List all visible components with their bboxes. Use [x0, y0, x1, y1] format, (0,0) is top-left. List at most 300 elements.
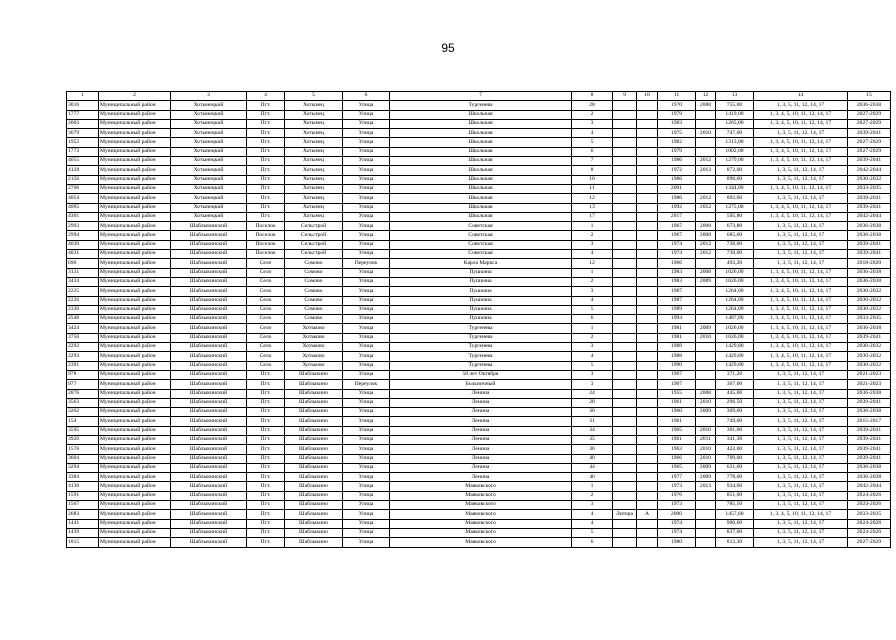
cell-col-5: Хотынец: [285, 110, 343, 119]
cell-col-11: 1986: [658, 157, 696, 166]
cell-col-5: Шаблыкино: [285, 519, 343, 528]
table-row: [67, 324, 891, 333]
table-row: [67, 370, 891, 379]
cell-col-10: [637, 287, 658, 296]
cell-col-15: 2039-2041: [848, 240, 891, 249]
cell-col-8: 6: [572, 538, 613, 547]
cell-col-7: Школьная: [390, 194, 572, 203]
registry-table: [66, 91, 891, 548]
cell-col-6: Улица: [343, 157, 390, 166]
cell-col-3: Шаблыкинский: [171, 463, 247, 472]
cell-col-4: Пгт.: [247, 212, 285, 221]
cell-col-11: 1981: [658, 324, 696, 333]
cell-col-11: 1967: [658, 222, 696, 231]
cell-col-6: Улица: [343, 203, 390, 212]
cell-col-2: Муниципальный район: [99, 287, 171, 296]
cell-col-6: Улица: [343, 129, 390, 138]
cell-col-14: 1, 3, 4, 5, 10, 11, 12, 14, 17: [754, 138, 848, 147]
cell-col-14: 1, 3, 5, 11, 12, 14, 17: [754, 528, 848, 537]
cell-col-3: Шаблыкинский: [171, 501, 247, 510]
cell-col-4: Село: [247, 287, 285, 296]
cell-col-7: Ленина: [390, 417, 572, 426]
cell-col-15: 2027-2029: [848, 138, 891, 147]
cell-col-7: Ленина: [390, 454, 572, 463]
cell-col-9: [613, 491, 637, 500]
cell-col-15: 2039-2041: [848, 250, 891, 259]
cell-col-1: 977: [67, 380, 99, 389]
cell-col-8: 3: [572, 370, 613, 379]
cell-col-3: Хотынецкий: [171, 119, 247, 128]
cell-col-6: Улица: [343, 426, 390, 435]
cell-col-13: 595,80: [716, 212, 754, 221]
cell-col-13: 934,00: [716, 482, 754, 491]
cell-col-4: Поселок: [247, 250, 285, 259]
cell-col-10: [637, 203, 658, 212]
cell-col-13: 1026,00: [716, 324, 754, 333]
cell-col-11: 1961: [658, 417, 696, 426]
cell-col-9: [613, 212, 637, 221]
cell-col-6: Улица: [343, 138, 390, 147]
cell-col-11: 1960: [658, 408, 696, 417]
column-number-11: 11: [658, 92, 696, 101]
cell-col-10: [637, 491, 658, 500]
cell-col-7: Маяковского: [390, 482, 572, 491]
cell-col-8: 3: [572, 119, 613, 128]
cell-col-11: 1975: [658, 129, 696, 138]
cell-col-2: Муниципальный район: [99, 528, 171, 537]
cell-col-6: Улица: [343, 175, 390, 184]
cell-col-3: Шаблыкинский: [171, 491, 247, 500]
table-row: [67, 454, 891, 463]
cell-col-6: Улица: [343, 519, 390, 528]
cell-col-8: 10: [572, 175, 613, 184]
cell-col-11: 1961: [658, 398, 696, 407]
cell-col-5: Шаблыкино: [285, 417, 343, 426]
column-number-row: [67, 92, 891, 101]
cell-col-15: 2036-2038: [848, 473, 891, 482]
cell-col-11: 1987: [658, 287, 696, 296]
cell-col-7: Школьная: [390, 212, 572, 221]
table-row: [67, 129, 891, 138]
cell-col-2: Муниципальный район: [99, 222, 171, 231]
cell-col-3: Хотынецкий: [171, 101, 247, 110]
cell-col-3: Шаблыкинский: [171, 324, 247, 333]
cell-col-8: 7: [572, 157, 613, 166]
cell-col-6: Улица: [343, 287, 390, 296]
cell-col-4: Поселок: [247, 231, 285, 240]
cell-col-7: Тургенева: [390, 101, 572, 110]
cell-col-7: Ленина: [390, 398, 572, 407]
cell-col-9: [613, 194, 637, 203]
cell-col-13: 1002,00: [716, 147, 754, 156]
cell-col-6: Улица: [343, 417, 390, 426]
cell-col-12: 2012: [696, 157, 716, 166]
cell-col-14: 1, 3, 4, 5, 10, 11, 12, 14, 17: [754, 268, 848, 277]
cell-col-7: Советская: [390, 250, 572, 259]
cell-col-5: Сельстрой: [285, 250, 343, 259]
cell-col-10: [637, 119, 658, 128]
cell-col-14: 1, 3, 4, 5, 10, 11, 12, 14, 17: [754, 277, 848, 286]
cell-col-10: [637, 463, 658, 472]
cell-col-8: 5: [572, 528, 613, 537]
cell-col-1: 4301: [67, 212, 99, 221]
cell-col-6: Улица: [343, 277, 390, 286]
cell-col-13: 890,00: [716, 175, 754, 184]
cell-col-15: 2042-2044: [848, 212, 891, 221]
cell-col-13: 1026,00: [716, 277, 754, 286]
cell-col-7: Школьная: [390, 119, 572, 128]
cell-col-15: 2039-2041: [848, 157, 891, 166]
cell-col-13: 730,00: [716, 240, 754, 249]
cell-col-12: [696, 510, 716, 519]
table-row: [67, 343, 891, 352]
table-row: [67, 296, 891, 305]
cell-col-5: Шаблыкино: [285, 454, 343, 463]
table-row: [67, 473, 891, 482]
cell-col-8: 12: [572, 259, 613, 268]
cell-col-2: Муниципальный район: [99, 119, 171, 128]
cell-col-11: 1989: [658, 305, 696, 314]
cell-col-12: 2009: [696, 277, 716, 286]
cell-col-2: Муниципальный район: [99, 212, 171, 221]
column-number-4: 4: [247, 92, 285, 101]
cell-col-13: 778,00: [716, 473, 754, 482]
cell-col-10: [637, 501, 658, 510]
cell-col-15: 2030-2032: [848, 175, 891, 184]
cell-col-12: [696, 491, 716, 500]
cell-col-9: [613, 166, 637, 175]
table-row: [67, 119, 891, 128]
table-row: [67, 194, 891, 203]
cell-col-6: Улица: [343, 250, 390, 259]
cell-col-7: Ленина: [390, 463, 572, 472]
cell-col-9: [613, 417, 637, 426]
cell-col-6: Улица: [343, 101, 390, 110]
cell-col-7: Пушкина: [390, 296, 572, 305]
cell-col-4: Село: [247, 324, 285, 333]
cell-col-14: 1, 3, 5, 11, 12, 14, 17: [754, 250, 848, 259]
cell-col-4: Пгт.: [247, 473, 285, 482]
cell-col-4: Пгт.: [247, 519, 285, 528]
cell-col-4: Пгт.: [247, 194, 285, 203]
cell-col-7: Школьная: [390, 110, 572, 119]
cell-col-9: [613, 259, 637, 268]
cell-col-8: 2: [572, 277, 613, 286]
cell-col-2: Муниципальный район: [99, 408, 171, 417]
cell-col-3: Шаблыкинский: [171, 408, 247, 417]
cell-col-6: Улица: [343, 333, 390, 342]
cell-col-8: 4: [572, 296, 613, 305]
cell-col-3: Шаблыкинский: [171, 305, 247, 314]
cell-col-1: 4054: [67, 194, 99, 203]
cell-col-3: Шаблыкинский: [171, 250, 247, 259]
cell-col-14: 1, 3, 5, 11, 12, 14, 17: [754, 389, 848, 398]
cell-col-15: 2030-2032: [848, 287, 891, 296]
cell-col-13: 1279,00: [716, 157, 754, 166]
cell-col-11: 1988: [658, 343, 696, 352]
cell-col-6: Переулок: [343, 259, 390, 268]
cell-col-9: [613, 240, 637, 249]
cell-col-2: Муниципальный район: [99, 519, 171, 528]
cell-col-4: Пгт.: [247, 147, 285, 156]
cell-col-13: 1457,60: [716, 510, 754, 519]
cell-col-13: 785,50: [716, 501, 754, 510]
table-row: [67, 231, 891, 240]
cell-col-15: 2030-2032: [848, 361, 891, 370]
cell-col-5: Шаблыкино: [285, 473, 343, 482]
cell-col-4: Село: [247, 343, 285, 352]
cell-col-14: 1, 3, 5, 11, 12, 14, 17: [754, 175, 848, 184]
cell-col-1: 2994: [67, 231, 99, 240]
cell-col-4: Пгт.: [247, 119, 285, 128]
cell-col-4: Поселок: [247, 240, 285, 249]
cell-col-12: [696, 380, 716, 389]
cell-col-11: 1961: [658, 435, 696, 444]
cell-col-13: 1275,00: [716, 203, 754, 212]
cell-col-14: 1, 3, 5, 11, 12, 14, 17: [754, 408, 848, 417]
cell-col-5: Сомово: [285, 296, 343, 305]
cell-col-10: [637, 482, 658, 491]
cell-col-6: Улица: [343, 184, 390, 193]
cell-col-12: 2010: [696, 454, 716, 463]
cell-col-6: Улица: [343, 389, 390, 398]
cell-col-8: 2: [572, 333, 613, 342]
cell-col-9: [613, 157, 637, 166]
cell-col-6: Улица: [343, 352, 390, 361]
cell-col-15: 2039-2041: [848, 203, 891, 212]
cell-col-15: 2039-2041: [848, 398, 891, 407]
cell-col-9: [613, 250, 637, 259]
cell-col-12: [696, 315, 716, 324]
cell-col-3: Шаблыкинский: [171, 259, 247, 268]
cell-col-8: 40: [572, 454, 613, 463]
cell-col-14: 1, 3, 5, 11, 12, 14, 17: [754, 222, 848, 231]
table-row: [67, 510, 891, 519]
cell-col-15: 2027-2029: [848, 119, 891, 128]
cell-col-4: Пгт.: [247, 417, 285, 426]
cell-col-6: Улица: [343, 361, 390, 370]
cell-col-1: 4031: [67, 250, 99, 259]
cell-col-2: Муниципальный район: [99, 510, 171, 519]
cell-col-3: Хотынецкий: [171, 212, 247, 221]
cell-col-8: 31: [572, 417, 613, 426]
cell-col-8: 2: [572, 491, 613, 500]
cell-col-13: 309,00: [716, 408, 754, 417]
cell-col-9: [613, 445, 637, 454]
cell-col-13: 1264,00: [716, 287, 754, 296]
cell-col-11: 1990: [658, 361, 696, 370]
cell-col-4: Пгт.: [247, 491, 285, 500]
table-row: [67, 259, 891, 268]
cell-col-8: 4: [572, 129, 613, 138]
cell-col-9: [613, 129, 637, 138]
cell-col-8: 1: [572, 482, 613, 491]
cell-col-7: Тургенева: [390, 361, 572, 370]
table-row: [67, 277, 891, 286]
cell-col-3: Шаблыкинский: [171, 222, 247, 231]
cell-col-11: 1966: [658, 259, 696, 268]
cell-col-3: Шаблыкинский: [171, 370, 247, 379]
cell-col-5: Хотынец: [285, 129, 343, 138]
cell-col-12: 2010: [696, 333, 716, 342]
cell-col-12: 2008: [696, 101, 716, 110]
cell-col-14: 1, 3, 4, 5, 10, 11, 12, 14, 17: [754, 203, 848, 212]
cell-col-10: [637, 417, 658, 426]
cell-col-8: 3: [572, 380, 613, 389]
cell-col-1: 1441: [67, 519, 99, 528]
cell-col-1: 2225: [67, 287, 99, 296]
cell-col-10: [637, 528, 658, 537]
cell-col-1: 2293: [67, 352, 99, 361]
cell-col-8: 4: [572, 250, 613, 259]
cell-col-1: 1591: [67, 491, 99, 500]
cell-col-9: [613, 184, 637, 193]
cell-col-1: 2683: [67, 510, 99, 519]
cell-col-14: 1, 3, 5, 11, 12, 14, 17: [754, 501, 848, 510]
cell-col-5: Хотьково: [285, 361, 343, 370]
cell-col-5: Шаблыкино: [285, 408, 343, 417]
cell-col-12: 2008: [696, 268, 716, 277]
cell-col-5: Хотынец: [285, 119, 343, 128]
table-row: [67, 482, 891, 491]
cell-col-11: 1965: [658, 463, 696, 472]
cell-col-6: Улица: [343, 231, 390, 240]
cell-col-5: Хотынец: [285, 203, 343, 212]
table-row: [67, 501, 891, 510]
cell-col-1: 2993: [67, 222, 99, 231]
cell-col-3: Шаблыкинский: [171, 277, 247, 286]
cell-col-7: Маяковского: [390, 519, 572, 528]
cell-col-5: Шаблыкино: [285, 435, 343, 444]
cell-col-6: Улица: [343, 445, 390, 454]
cell-col-4: Пгт.: [247, 528, 285, 537]
cell-col-7: Маяковского: [390, 528, 572, 537]
cell-col-3: Шаблыкинский: [171, 519, 247, 528]
table-row: [67, 240, 891, 249]
table-row: [67, 352, 891, 361]
cell-col-4: Пгт.: [247, 138, 285, 147]
cell-col-7: Советская: [390, 240, 572, 249]
cell-col-15: 2018-2020: [848, 259, 891, 268]
cell-col-9: [613, 380, 637, 389]
cell-col-9: [613, 408, 637, 417]
cell-col-11: 1979: [658, 110, 696, 119]
cell-col-4: Пгт.: [247, 157, 285, 166]
cell-col-4: Пгт.: [247, 408, 285, 417]
cell-col-6: Улица: [343, 473, 390, 482]
cell-col-3: Шаблыкинский: [171, 352, 247, 361]
cell-col-2: Муниципальный район: [99, 417, 171, 426]
cell-col-5: Шаблыкино: [285, 501, 343, 510]
cell-col-10: [637, 538, 658, 547]
cell-col-11: 1977: [658, 473, 696, 482]
cell-col-14: 1, 3, 4, 5, 10, 11, 12, 14, 17: [754, 324, 848, 333]
table-row: [67, 268, 891, 277]
cell-col-12: 2008: [696, 231, 716, 240]
cell-col-4: Пгт.: [247, 184, 285, 193]
cell-col-10: [637, 147, 658, 156]
cell-col-1: 1567: [67, 501, 99, 510]
cell-col-9: [613, 315, 637, 324]
cell-col-10: [637, 343, 658, 352]
cell-col-1: 3563: [67, 398, 99, 407]
cell-col-7: Больничный: [390, 380, 572, 389]
cell-col-1: 1773: [67, 147, 99, 156]
table-row: [67, 491, 891, 500]
cell-col-2: Муниципальный район: [99, 343, 171, 352]
cell-col-10: [637, 222, 658, 231]
cell-col-10: [637, 101, 658, 110]
cell-col-1: 4055: [67, 157, 99, 166]
cell-col-9: [613, 333, 637, 342]
cell-col-5: Сомово: [285, 287, 343, 296]
cell-col-1: 2292: [67, 343, 99, 352]
cell-col-11: 1963: [658, 445, 696, 454]
cell-col-2: Муниципальный район: [99, 352, 171, 361]
cell-col-10: [637, 473, 658, 482]
cell-col-3: Хотынецкий: [171, 203, 247, 212]
cell-col-14: 1, 3, 5, 11, 12, 14, 17: [754, 194, 848, 203]
cell-col-12: [696, 184, 716, 193]
cell-col-12: 2009: [696, 463, 716, 472]
cell-col-1: 3434: [67, 277, 99, 286]
cell-col-14: 1, 3, 4, 5, 10, 11, 12, 14, 17: [754, 343, 848, 352]
cell-col-4: Пгт.: [247, 101, 285, 110]
cell-col-12: 2008: [696, 389, 716, 398]
cell-col-3: Хотынецкий: [171, 166, 247, 175]
table-row: [67, 361, 891, 370]
cell-col-2: Муниципальный район: [99, 259, 171, 268]
cell-col-1: 3595: [67, 426, 99, 435]
cell-col-4: Село: [247, 259, 285, 268]
cell-col-2: Муниципальный район: [99, 129, 171, 138]
cell-col-9: [613, 296, 637, 305]
cell-col-1: 696: [67, 259, 99, 268]
cell-col-14: 1, 3, 5, 11, 12, 14, 17: [754, 519, 848, 528]
cell-col-10: [637, 259, 658, 268]
cell-col-11: 1974: [658, 250, 696, 259]
cell-col-11: 1974: [658, 528, 696, 537]
cell-col-4: Пгт.: [247, 510, 285, 519]
cell-col-11: 1973: [658, 501, 696, 510]
cell-col-6: Улица: [343, 343, 390, 352]
cell-col-12: [696, 138, 716, 147]
cell-col-9: [613, 370, 637, 379]
cell-col-10: [637, 305, 658, 314]
table-row: [67, 166, 891, 175]
cell-col-12: [696, 343, 716, 352]
cell-col-12: 2013: [696, 166, 716, 175]
cell-col-3: Шаблыкинский: [171, 510, 247, 519]
table-row: [67, 426, 891, 435]
cell-col-13: 1429,80: [716, 343, 754, 352]
cell-col-1: 1576: [67, 445, 99, 454]
table-header: [67, 92, 891, 101]
cell-col-12: [696, 110, 716, 119]
cell-col-15: 2033-2035: [848, 184, 891, 193]
cell-col-14: 1, 3, 5, 11, 12, 14, 17: [754, 491, 848, 500]
cell-col-15: 2039-2041: [848, 426, 891, 435]
cell-col-14: 1, 3, 5, 11, 12, 14, 17: [754, 240, 848, 249]
cell-col-1: 1952: [67, 138, 99, 147]
cell-col-2: Муниципальный район: [99, 203, 171, 212]
cell-col-5: Шаблыкино: [285, 463, 343, 472]
column-number-8: 8: [572, 92, 613, 101]
table-row: [67, 175, 891, 184]
cell-col-12: [696, 538, 716, 547]
cell-col-10: [637, 250, 658, 259]
cell-col-3: Шаблыкинский: [171, 473, 247, 482]
